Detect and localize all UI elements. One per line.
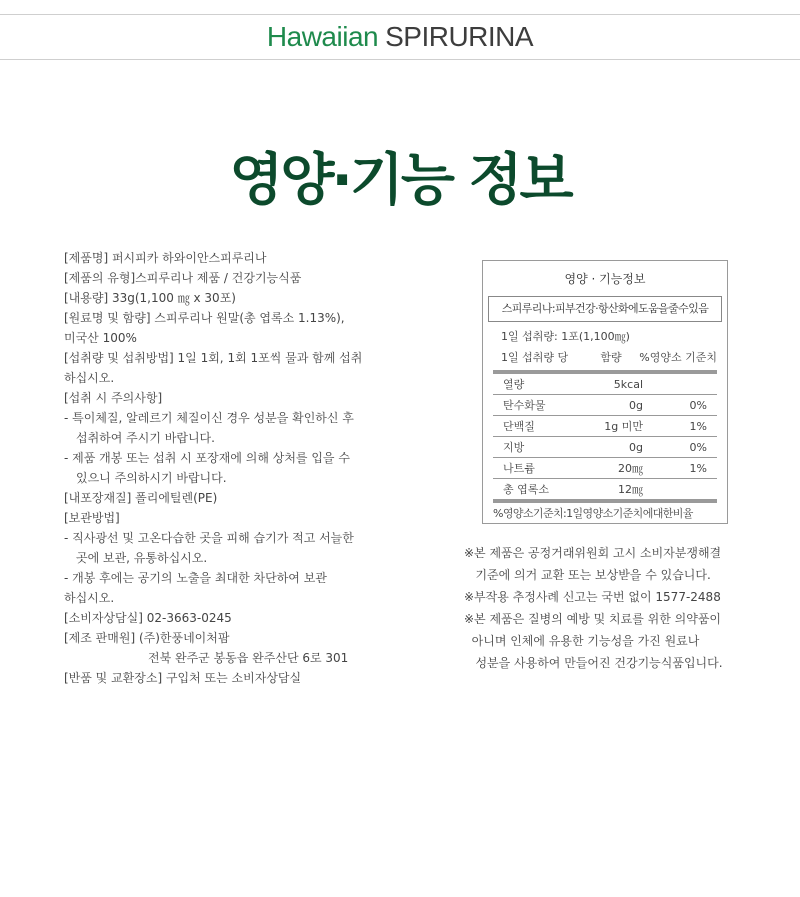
notice-line: ※부작용 추정사례 신고는 국번 없이 1577-2488 (464, 590, 721, 604)
info-line: 하십시오. (64, 591, 115, 605)
info-line: 곳에 보관, 유통하십시오. (76, 551, 208, 565)
brand-logo (267, 21, 533, 53)
info-line: [소비자상담실] 02-3663-0245 (64, 611, 232, 625)
table-row (493, 395, 717, 416)
notice-line: ※본 제품은 질병의 예방 및 치료를 위한 의약품이 (464, 612, 722, 626)
notice-line: ※본 제품은 공정거래위원회 고시 소비자분쟁해결 (464, 546, 722, 560)
brand-name-green: Hawaiian (266, 21, 379, 52)
table-row (493, 416, 717, 437)
nutrient-amount: 12㎎ (583, 479, 643, 500)
info-line: 있으니 주의하시기 바랍니다. (76, 471, 227, 485)
nutrient-amount: 1g 미만 (583, 416, 643, 437)
info-line: 섭취하여 주시기 바랍니다. (76, 431, 215, 445)
serving-size: 1일 섭취량: 1포(1,100㎎) (501, 330, 630, 343)
info-line: [제품명] 퍼시피카 하와이안스피루리나 (64, 251, 267, 265)
info-line: [반품 및 교환장소] 구입처 또는 소비자상담실 (64, 671, 302, 685)
nutrient-percent: 0% (643, 395, 717, 416)
nutrient-name: 총 엽록소 (493, 479, 583, 500)
notice-list (464, 542, 784, 674)
info-line: - 제품 개봉 또는 섭취 시 포장재에 의해 상처를 입을 수 (64, 451, 350, 465)
info-line: [내용량] 33g(1,100 ㎎ x 30포) (64, 291, 236, 305)
nutrition-facts-box (482, 260, 728, 524)
info-line: - 개봉 후에는 공기의 노출을 최대한 차단하여 보관 (64, 571, 327, 585)
page-title: 영양·기능 정보 (229, 148, 571, 213)
table-row (493, 437, 717, 458)
nutrient-name: 단백질 (493, 416, 583, 437)
info-line: [섭취 시 주의사항] (64, 391, 163, 405)
nutrient-percent: 1% (643, 416, 717, 437)
info-line: [내포장재질] 폴리에틸렌(PE) (64, 491, 218, 505)
brand-name-dark: SPIRURINA (385, 21, 534, 52)
table-row (493, 479, 717, 500)
info-line: - 직사광선 및 고온다습한 곳을 피해 습기가 적고 서늘한 (64, 531, 354, 545)
nutrition-column-headers (493, 348, 717, 370)
nutrient-name: 열량 (493, 374, 583, 395)
nutrient-name: 지방 (493, 437, 583, 458)
info-line: [보관방법] (64, 511, 120, 525)
notice-line: 아니며 인체에 유용한 기능성을 가진 원료나 (464, 634, 700, 648)
info-line: [제조 판매원] (주)한풍네이처팜 (64, 631, 230, 645)
column-header: %영양소 기준치 (639, 351, 717, 364)
info-line: 미국산 100% (64, 331, 137, 345)
product-info-list (64, 248, 404, 688)
nutrition-table (493, 374, 717, 500)
nutrient-amount: 0g (583, 437, 643, 458)
table-row (493, 374, 717, 395)
nutrient-name: 탄수화물 (493, 395, 583, 416)
nutrient-name: 나트륨 (493, 458, 583, 479)
column-header: 함량 (600, 351, 622, 364)
brand-header (0, 14, 800, 60)
nutrient-percent (643, 479, 717, 500)
nutrient-percent (643, 374, 717, 395)
info-line: - 특이체질, 알레르기 체질이신 경우 성분을 확인하신 후 (64, 411, 354, 425)
info-line: [제품의 유형]스피루리나 제품 / 건강기능식품 (64, 271, 302, 285)
nutrient-amount: 0g (583, 395, 643, 416)
table-row (493, 458, 717, 479)
functional-claim: 스피루리나:피부건강·항산화에도움을줄수있음 (488, 296, 722, 322)
nutrition-box-title: 영양 · 기능정보 (564, 272, 646, 286)
info-line: [섭취량 및 섭취방법] 1일 1회, 1회 1포씩 물과 함께 섭취 (64, 351, 363, 365)
info-line: [원료명 및 함량] 스피루리나 원말(총 엽록소 1.13%), (64, 311, 345, 325)
info-line: 하십시오. (64, 371, 115, 385)
nutrient-percent: 1% (643, 458, 717, 479)
notice-line: 기준에 의거 교환 또는 보상받을 수 있습니다. (464, 568, 711, 582)
nutrient-percent: 0% (643, 437, 717, 458)
nutrition-footnote: %영양소기준치:1일영양소기준치에대한비율 (493, 500, 717, 523)
column-header: 1일 섭취량 당 (501, 351, 569, 364)
nutrient-amount: 20㎎ (583, 458, 643, 479)
notice-line: 성분을 사용하여 만들어진 건강기능식품입니다. (464, 656, 723, 670)
nutrient-amount: 5kcal (583, 374, 643, 395)
info-line: 전북 완주군 봉동읍 완주산단 6로 301 (148, 651, 349, 665)
